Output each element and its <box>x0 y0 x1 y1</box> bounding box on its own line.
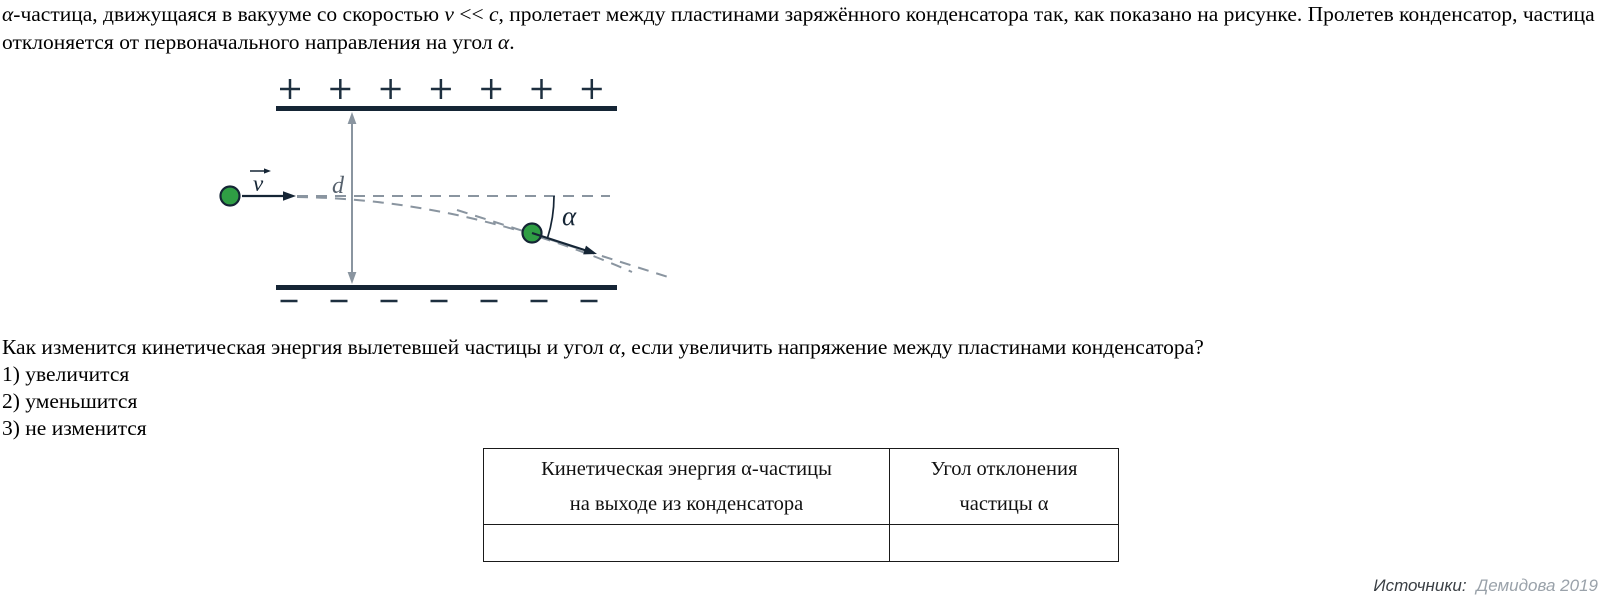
plate-gap-arrowhead-top <box>348 112 357 124</box>
sources-link[interactable]: Демидова 2019 <box>1476 576 1598 595</box>
option-3: 3) не изменится <box>2 416 147 440</box>
option-1: 1) увеличится <box>2 362 130 386</box>
intro-paragraph: α-частица, движущаяся в вакууме со скоростью v << c, пролетает между пластинами заряжённого конденсатора так, как показано на рисунке. Пролетев конденсатор, частица отклоняется от первоначального направления на угол α. <box>2 2 1595 54</box>
distance-label: d <box>332 173 344 199</box>
top-plate-charges <box>280 79 602 99</box>
velocity-label-vector-arrowhead <box>264 168 271 173</box>
energy-header-line1: Кинетическая энергия α-частицы <box>541 457 832 480</box>
plate-gap-arrowhead-bottom <box>348 272 357 284</box>
exit-velocity-arrowhead <box>583 246 597 255</box>
question-text: Как изменится кинетическая энергия вылетевшей частицы и угол α, если увеличить напряжение между пластинами конденсатора? <box>2 335 1204 359</box>
angle-column-header <box>890 449 1119 525</box>
velocity-label: v <box>253 171 264 196</box>
energy-column-header <box>484 449 890 525</box>
exit-velocity-arrow <box>532 233 586 251</box>
alpha-particle-initial <box>221 187 240 206</box>
answer-table <box>483 448 1119 562</box>
velocity-vector-arrowhead <box>283 191 296 201</box>
angle-header-line2: частицы α <box>959 492 1049 515</box>
option-2: 2) уменьшится <box>2 389 138 413</box>
deflection-angle-arc <box>548 196 555 238</box>
angle-header-line1: Угол отклонения <box>930 457 1078 480</box>
capacitor-diagram <box>185 58 695 324</box>
answer-cell-energy[interactable] <box>484 525 890 562</box>
answer-cell-angle[interactable] <box>890 525 1119 562</box>
trajectory-dashed-curve <box>297 197 632 272</box>
energy-header-line2: на выходе из конденсатора <box>569 492 804 515</box>
sources-label: Источники: <box>1373 576 1467 595</box>
options-list <box>2 361 602 442</box>
sources-footer <box>1373 576 1598 596</box>
deflection-angle-label: α <box>562 201 577 231</box>
